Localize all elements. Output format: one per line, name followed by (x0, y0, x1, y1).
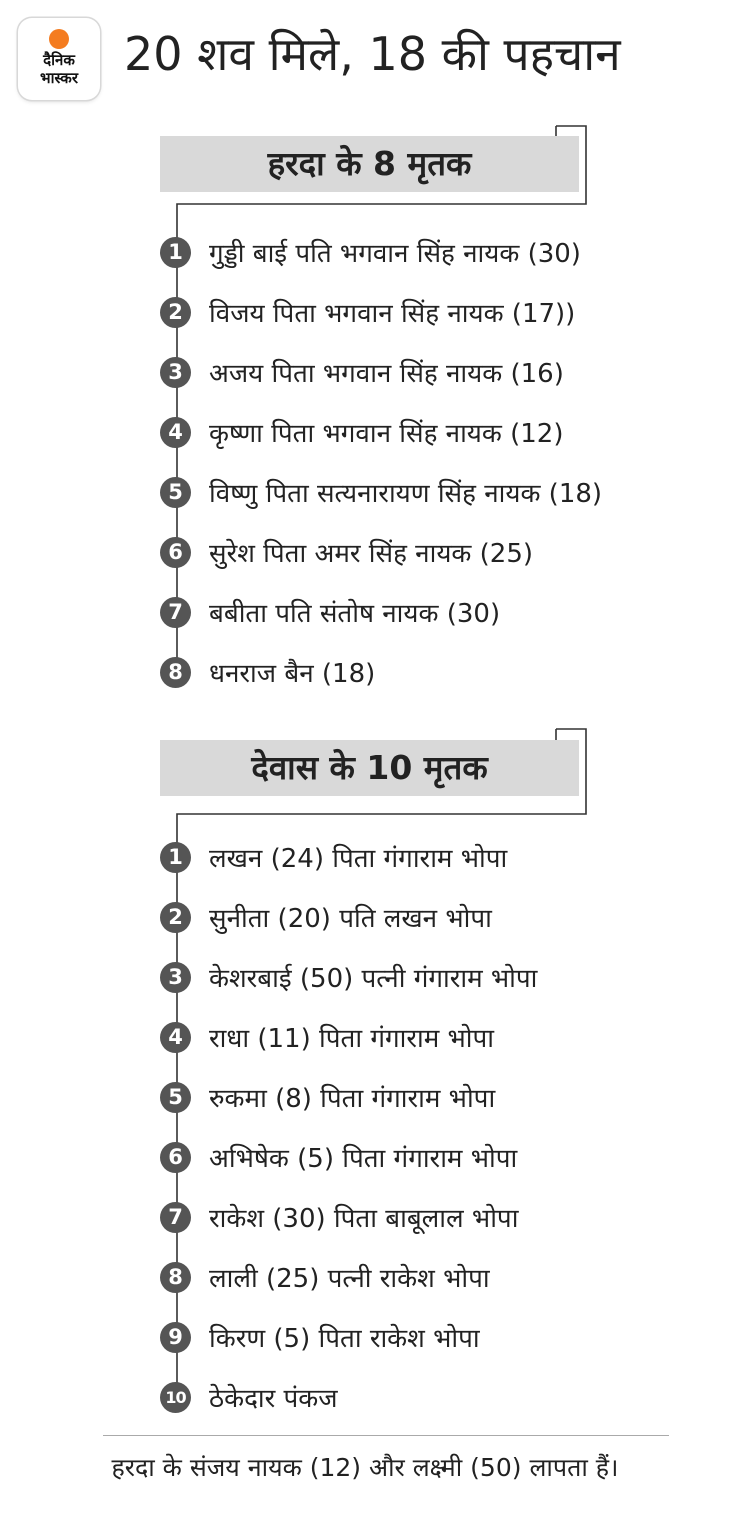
victim-name: राकेश (30) पिता बाबूलाल भोपा (209, 1204, 519, 1234)
harda-section-heading: हरदा के 8 मृतक (160, 136, 579, 192)
logo-line-2: भास्कर (40, 69, 78, 87)
number-badge: 5 (160, 477, 191, 508)
number-badge: 5 (160, 1082, 191, 1113)
number-badge: 1 (160, 842, 191, 873)
number-badge: 10 (160, 1382, 191, 1413)
number-badge: 7 (160, 597, 191, 628)
number-badge: 7 (160, 1202, 191, 1233)
number-badge: 6 (160, 1142, 191, 1173)
harda-list-item (160, 529, 533, 575)
harda-list-item (160, 469, 602, 515)
victim-name: विष्णु पिता सत्यनारायण सिंह नायक (18) (209, 479, 603, 509)
number-badge: 4 (160, 1022, 191, 1053)
number-badge: 4 (160, 417, 191, 448)
harda-list-item (160, 589, 500, 635)
dewas-list-item (160, 834, 507, 880)
harda-list-item (160, 409, 564, 455)
victim-name: लाली (25) पत्नी राकेश भोपा (209, 1264, 490, 1294)
victim-name: अजय पिता भगवान सिंह नायक (16) (209, 359, 564, 389)
victim-name: सुनीता (20) पति लखन भोपा (209, 904, 492, 934)
victim-name: सुरेश पिता अमर सिंह नायक (25) (209, 539, 534, 569)
dewas-list-item (160, 954, 537, 1000)
number-badge: 3 (160, 962, 191, 993)
victim-name: विजय पिता भगवान सिंह नायक (17)) (209, 299, 576, 329)
footer-note: हरदा के संजय नायक (12) और लक्ष्मी (50) लापता हैं। (111, 1453, 619, 1482)
harda-list-item (160, 229, 581, 275)
dewas-list-item (160, 1134, 517, 1180)
number-badge: 9 (160, 1322, 191, 1353)
victim-name: रुकमा (8) पिता गंगाराम भोपा (209, 1084, 496, 1114)
victim-name: लखन (24) पिता गंगाराम भोपा (209, 844, 508, 874)
harda-list-item (160, 649, 375, 695)
victim-name: धनराज बैन (18) (209, 659, 376, 689)
dewas-list-item (160, 1314, 480, 1360)
victim-name: बबीता पति संतोष नायक (30) (209, 599, 501, 629)
harda-list-item (160, 349, 564, 395)
dewas-section-heading: देवास के 10 मृतक (160, 740, 579, 796)
dewas-list-item (160, 1194, 518, 1240)
number-badge: 3 (160, 357, 191, 388)
victim-name: ठेकेदार पंकज (209, 1384, 338, 1414)
victim-name: गुड्डी बाई पति भगवान सिंह नायक (30) (209, 239, 581, 269)
dewas-list-item (160, 1374, 338, 1420)
number-badge: 6 (160, 537, 191, 568)
victim-name: राधा (11) पिता गंगाराम भोपा (209, 1024, 495, 1054)
number-badge: 2 (160, 297, 191, 328)
victim-name: किरण (5) पिता राकेश भोपा (209, 1324, 480, 1354)
victim-name: कृष्णा पिता भगवान सिंह नायक (12) (209, 419, 564, 449)
divider (103, 1435, 669, 1436)
number-badge: 1 (160, 237, 191, 268)
number-badge: 8 (160, 1262, 191, 1293)
harda-list-item (160, 289, 575, 335)
page-title: 20 शव मिले, 18 की पहचान (124, 27, 621, 81)
dewas-list-item (160, 1074, 495, 1120)
victim-name: केशरबाई (50) पत्नी गंगाराम भोपा (209, 964, 538, 994)
dewas-list-item (160, 894, 492, 940)
dewas-list-item (160, 1254, 490, 1300)
dewas-list-item (160, 1014, 494, 1060)
number-badge: 8 (160, 657, 191, 688)
victim-name: अभिषेक (5) पिता गंगाराम भोपा (209, 1144, 518, 1174)
number-badge: 2 (160, 902, 191, 933)
logo-line-1: दैनिक (43, 51, 75, 69)
